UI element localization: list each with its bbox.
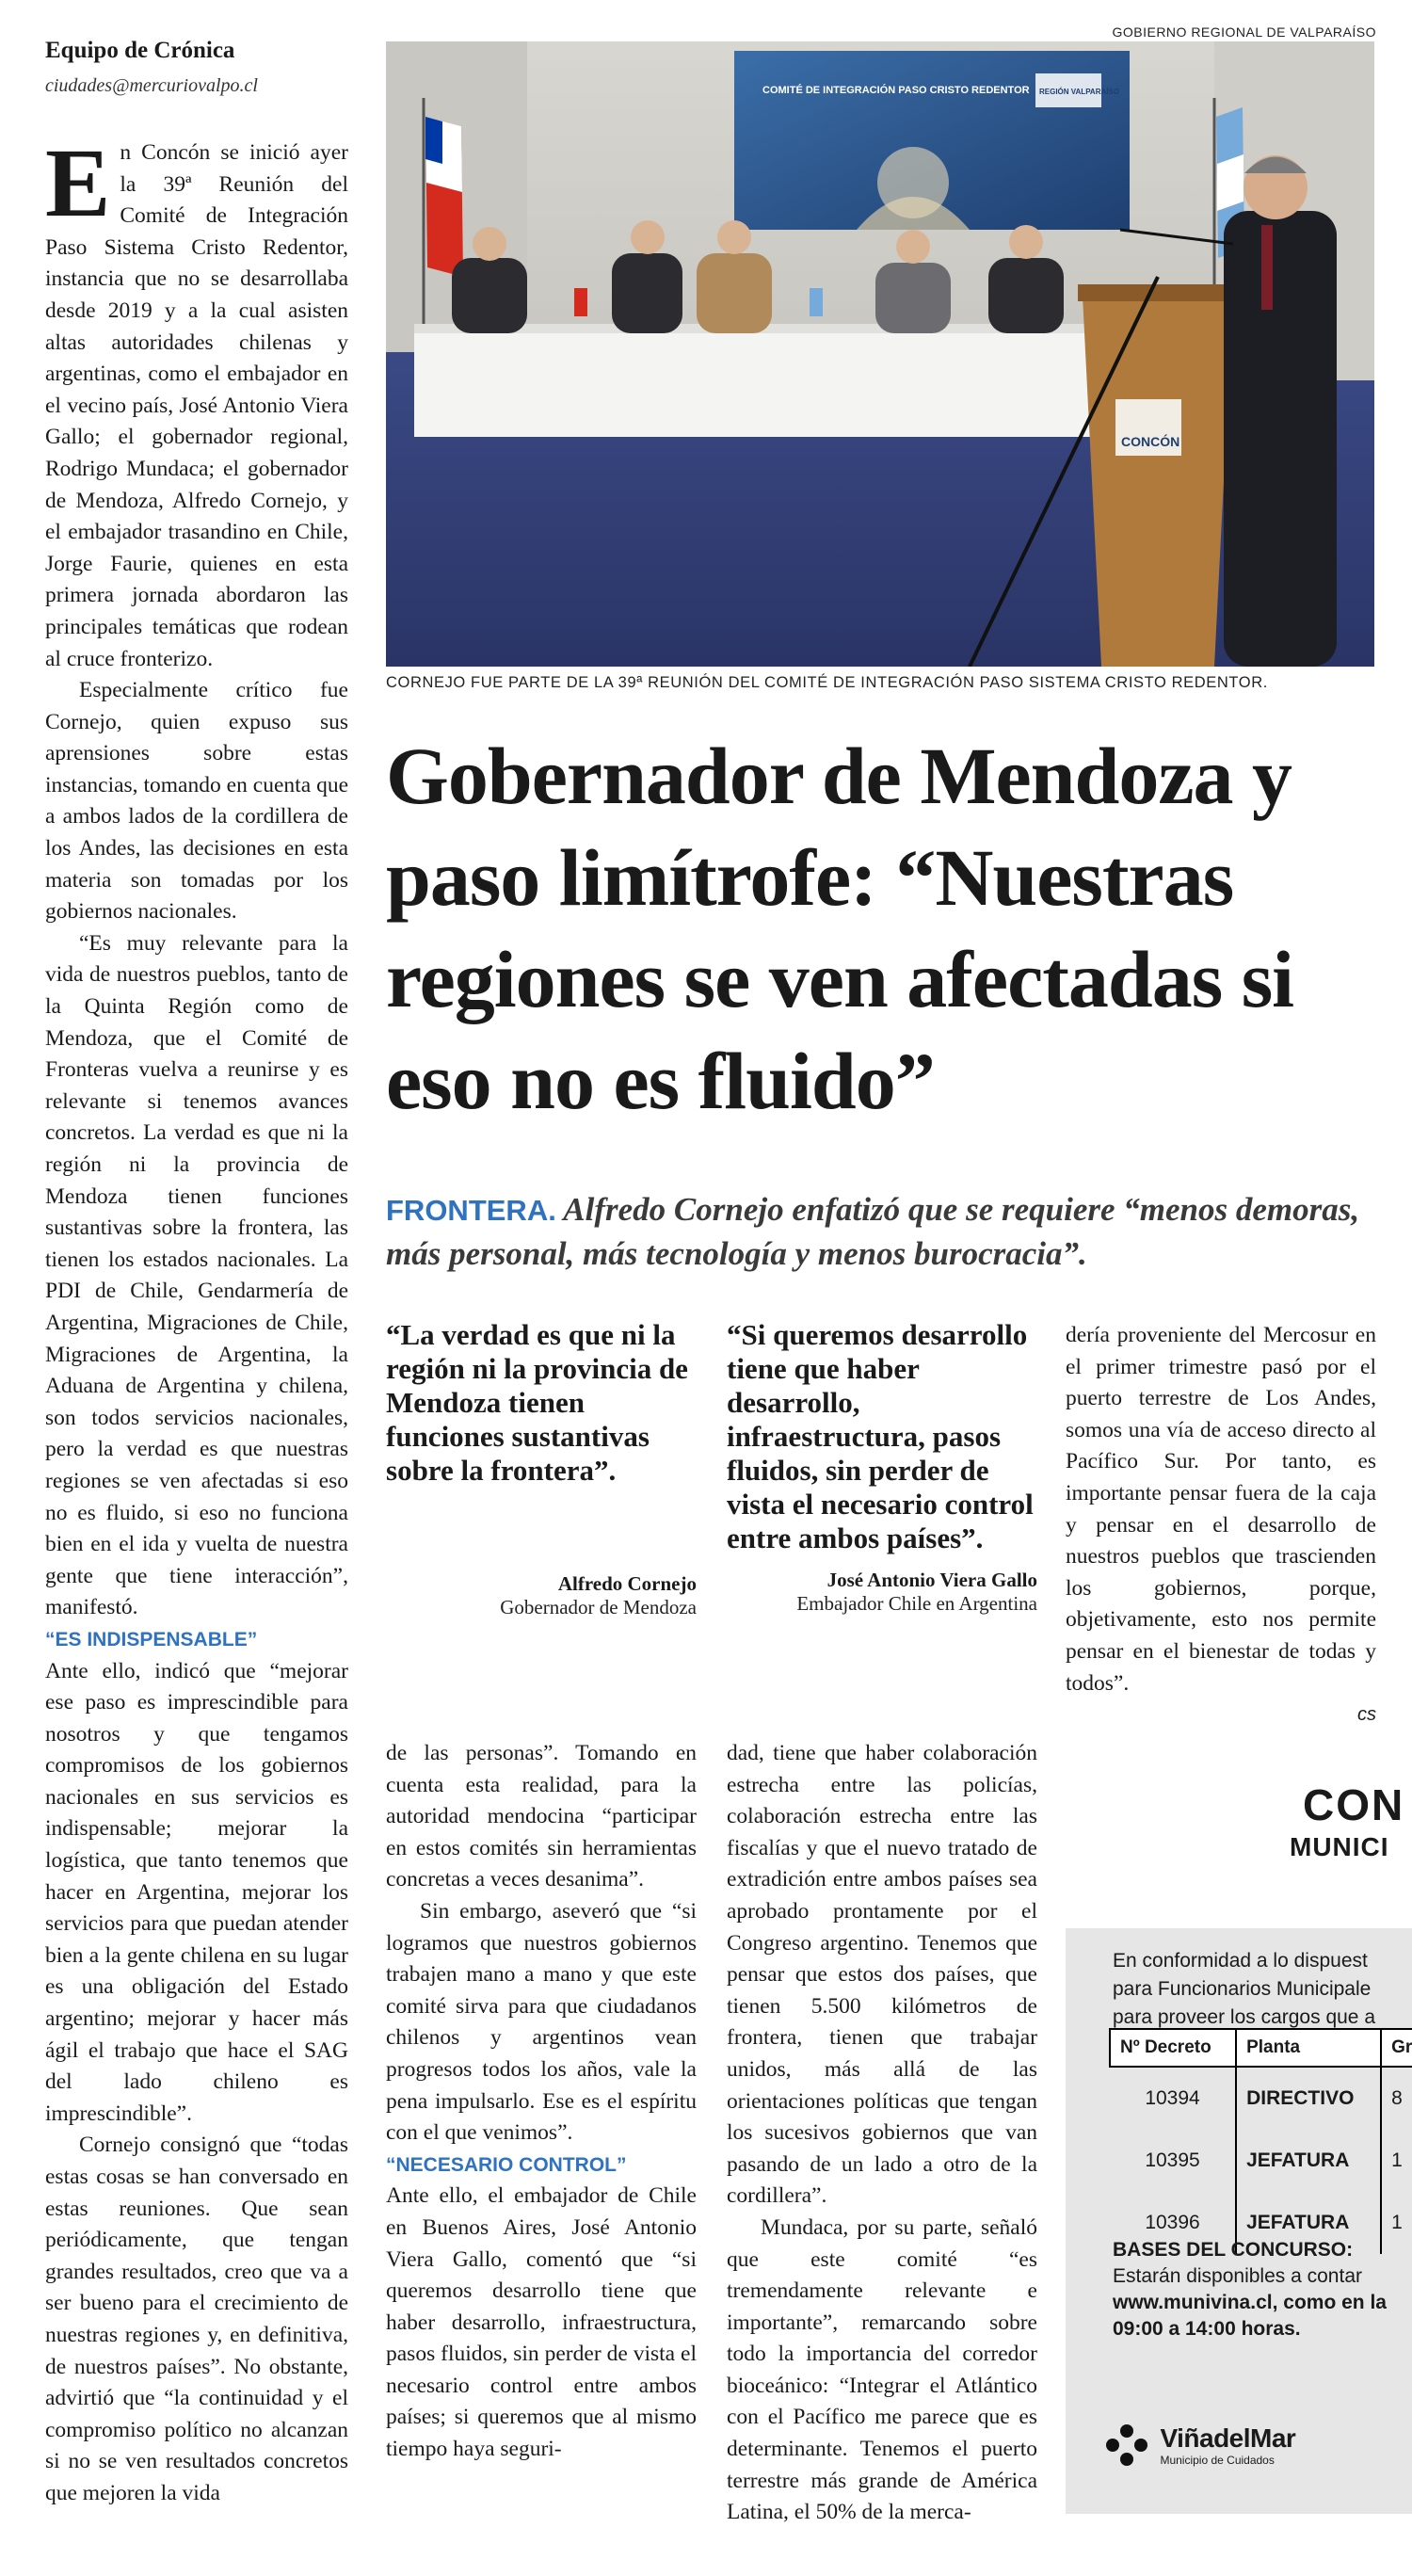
paragraph: Especialmente crítico fue Cornejo, quien expuso sus aprensiones sobre estas instancias, tomando en cuenta que a ambos lados de la cordillera de los Andes, las decisiones en esta materia son tomadas por los gobiernos nacionales. [45, 678, 348, 925]
table-cell: 1 [1381, 2192, 1412, 2254]
subhead: “NECESARIO CONTROL” [386, 2153, 627, 2176]
paragraph: dería proveniente del Mercosur en el primer trimestre pasó por el puerto terrestre de Los Andes, somos una vía de acceso directo al Pacífico Sur. Por tanto, es importante pensar fuera de la caja y pensar en el desarrollo de nuestros pueblos que trascienden los gobiernos, porque, objetivamente, esto nos permite pensar en el bienestar de todas y todos”. [1066, 1323, 1376, 1696]
ad-body-line: para Funcionarios Municipale [1113, 1978, 1372, 2000]
logo-subtext: Municipio de Cuidados [1160, 2454, 1275, 2467]
subhead: “ES INDISPENSABLE” [45, 1628, 258, 1650]
paragraph: “Es muy relevante para la vida de nuestros pueblos, tanto de la Quinta Región como de Mendoza, que el Comité de Fronteras vuelva a reunirse y es relevante si tenemos avances concretos. La verdad es que ni la región ni la provincia de Mendoza tienen funciones sustantivas sobre la frontera, las tienen los estados nacionales. La PDI de Chile, Gendarmería de Argentina, Migraciones de Chile, Migraciones de Argentina, la Aduana de Argentina y chilena, son todos servicios nacionales, pero la verdad es que nuestras regiones se ven afectadas si eso no es fluido, si eso no funciona bien en el ida y vuelta de nuestra gente que tiene interacción”, manifestó. [45, 930, 348, 1620]
photo-caption: CORNEJO FUE PARTE DE LA 39ª REUNIÓN DEL COMITÉ DE INTEGRACIÓN PASO SISTEMA CRISTO REDENTOR. [386, 674, 1268, 691]
paragraph: de las personas”. Tomando en cuenta esta realidad, para la autoridad mendocina “participar en estos comités sin herramientas concretas a veces desanima”. [386, 1741, 697, 1892]
quote-text: “Si queremos desarrollo tiene que haber desarrollo, infraestructura, pasos fluidos, sin perder de vista el necesario control entre ambos países”. [727, 1318, 1034, 1554]
table-header: Planta [1236, 2029, 1381, 2067]
table-cell: JEFATURA [1236, 2192, 1381, 2254]
article-column-1 [45, 129, 348, 2510]
photo-illustration [386, 41, 1374, 667]
flower-icon [1103, 2422, 1150, 2469]
article-column-2 [386, 1738, 697, 2466]
ad-title: CON [1303, 1780, 1405, 1829]
pull-quote-2 [727, 1318, 1037, 1616]
paragraph: Mundaca, por su parte, señaló que este comité “es tremendamente relevante e importante”, remarcando sobre todo la importancia del corredor bioceánico: “Integrar el Atlántico con el Pacífico me parece que es determinante. Tenemos el puerto terrestre más grande de América Latina, el 50% de la merca- [727, 2214, 1037, 2525]
headline: Gobernador de Mendoza y paso limítrofe: “Nuestras regiones se ven afectadas si eso no es fluido” [386, 731, 1294, 1126]
table-cell: 10396 [1145, 2212, 1200, 2233]
paragraph: Sin embargo, aseveró que “si logramos que nuestros gobiernos trabajen mano a mano y que este comité sirva para que ciudadanos chilenos y argentinos vean progresos todos los años, vale la pena impulsarlo. Ese es el espíritu con el que venimos”. [386, 1898, 697, 2146]
pull-quote-1 [386, 1318, 697, 1619]
bases-title: BASES DEL CONCURSO: [1113, 2239, 1354, 2261]
paragraph: Ante ello, indicó que “mejorar ese paso es imprescindible para nosotros y que tengamos compromisos de los gobiernos nacionales en sus servicios es indispensable; mejorar la logística, que tanto tenemos que hacer en Argentina, mejorar los servicios para que puedan atender bien a la gente chilena en su lugar es una obligación del Estado argentino; mejorar y hacer más ágil el trabajo que hace el SAG del lado chileno es imprescindible”. [45, 1658, 348, 2126]
drop-cap: E [45, 129, 111, 237]
bases-link[interactable]: www.munivina.cl, como en la [1113, 2292, 1387, 2313]
ad-subtitle: MUNICI [1290, 1832, 1389, 1861]
bases-line: 09:00 a 14:00 horas. [1113, 2318, 1301, 2340]
screen-logo: REGIÓN VALPARAÍSO [1039, 88, 1120, 96]
end-mark: cs [1357, 1704, 1376, 1726]
screen-title: COMITÉ DE INTEGRACIÓN PASO CRISTO REDENTOR [762, 85, 1030, 96]
quote-role: Gobernador de Mendoza [500, 1596, 697, 1618]
table-cell: 1 [1381, 2130, 1412, 2192]
ad-body-line: En conformidad a lo dispuest [1113, 1950, 1368, 1972]
table-cell: JEFATURA [1236, 2130, 1381, 2192]
ad-body-line: para proveer los cargos que a [1113, 2006, 1375, 2028]
paragraph: dad, tiene que haber colaboración estrecha entre las policías, colaboración estrecha entre las fiscalías y que el nuevo tratado de extradición entre ambos países sea aprobado prontamente por el Congreso argentino. Tenemos que pensar que estos dos países, que tienen 5.500 kilómetros de frontera, tienen que trabajar unidos, más allá de las orientaciones políticas que tengan los sucesivos gobiernos que van pasando de un lado a otro de la cordillera”. [727, 1741, 1037, 2209]
paragraph: Ante ello, el embajador de Chile en Buenos Aires, José Antonio Viera Gallo, comentó que “si queremos desarrollo tiene que haber desarrollo, infraestructura, pasos fluidos, sin perder de vista el necesario control entre ambos países; si queremos que al mismo tiempo haya seguri- [386, 2183, 697, 2462]
table-header: Nº Decreto [1110, 2029, 1236, 2067]
table-cell: DIRECTIVO [1236, 2067, 1381, 2130]
ad-header [1066, 1763, 1412, 1928]
municipal-ad [1066, 1763, 1412, 2514]
byline-name: Equipo de Crónica [45, 38, 235, 63]
byline-email[interactable]: ciudades@mercuriovalpo.cl [45, 75, 258, 96]
deck-text: Alfredo Cornejo enfatizó que se requiere “menos demoras, más personal, más tecnología y menos burocracia”. [386, 1191, 1360, 1272]
article-column-4 [1066, 1320, 1376, 1731]
quote-author: José Antonio Viera Gallo [826, 1569, 1037, 1591]
paragraph: n Concón se inició ayer la 39ª Reunión del Comité de Integración Paso Sistema Cristo Redentor, instancia que no se desarrollaba desde 2019 y a la cual asisten altas autoridades chilenas y argentinas, como el embajador en el vecino país, José Antonio Viera Gallo; el gobernador regional, Rodrigo Mundaca; el gobernador de Mendoza, Alfredo Cornejo, y el embajador trasandino en Chile, Jorge Faurie, quienes en esta primera jornada abordaron las principales temáticas que rodean al cruce fronterizo. [45, 140, 348, 671]
vina-del-mar-logo [1103, 2422, 1295, 2469]
event-photo [386, 41, 1374, 667]
paragraph: Cornejo consignó que “todas estas cosas se han conversado en estas reuniones. Que sean periódicamente, que tengan grandes resultados, creo que va a ser bueno para el crecimiento de nuestras regiones y, en definitiva, de nuestros países”. No obstante, advirtió que “la continuidad y el compromiso político no alcanzan si no se ven resultados concretos que mejoren la vida [45, 2133, 348, 2505]
ad-table [1109, 2028, 1412, 2254]
table-cell: 10395 [1145, 2149, 1200, 2171]
podium-label: CONCÓN [1121, 434, 1180, 449]
table-row [1110, 2130, 1412, 2192]
table-cell: 8 [1381, 2067, 1412, 2130]
quote-role: Embajador Chile en Argentina [796, 1592, 1037, 1615]
logo-text: ViñadelMar [1160, 2423, 1296, 2453]
table-header: Gr [1381, 2029, 1412, 2067]
deck-kicker: FRONTERA. [386, 1194, 556, 1227]
bases-line: Estarán disponibles a contar [1113, 2265, 1362, 2287]
table-cell: 10394 [1145, 2087, 1200, 2109]
quote-author: Alfredo Cornejo [557, 1572, 697, 1595]
ad-body [1113, 1947, 1412, 2032]
table-row [1110, 2067, 1412, 2130]
quote-text: “La verdad es que ni la región ni la provincia de Mendoza tienen funciones sustantivas sobre la frontera”. [386, 1318, 688, 1487]
article-column-3 [727, 1738, 1037, 2529]
photo-credit: GOBIERNO REGIONAL DE VALPARAÍSO [1112, 24, 1376, 40]
ad-bases [1113, 2237, 1412, 2343]
deck [386, 1188, 1384, 1276]
